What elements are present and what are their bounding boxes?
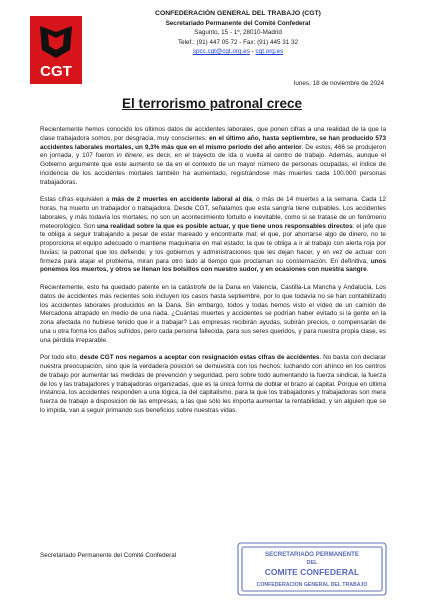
p1-text-c: . De estos, 466 se produjeron en jornada, y 107 fueron — [40, 143, 387, 160]
document-date: lunes, 18 de noviembre de 2024 — [294, 80, 384, 87]
p2-text-c: , o más de 14 muertes a la semana. Cada 12 horas, ha muerto un trabajador o trabajadora. Desde CGT, señalamos que esta sangría tiene culpables. Los accidentes laborales, y más todavía los mortales, no son un acontecimiento fortuito e inevitable, como si se tratase de un fenómeno meteorológico. Son — [40, 196, 387, 230]
paragraph-4 — [40, 354, 386, 415]
cgt-logo — [30, 16, 82, 84]
p2-bold-d: una realidad sobre la que es posible actuar, y que tiene unos responsables directos — [97, 222, 353, 230]
p1-text-a: Recientemente hemos conocido los últimos datos de accidentes laborales, que ponen cifras a una realidad de la que la clase trabajadora somos, por desgracia, muy conscientes: — [40, 126, 386, 142]
paragraph-3: Recientemente, esto ha quedado patente en la catástrofe de la Dana en Valencia, Castilla-La Mancha y Andalucía. Los datos de accidentes más recientes solo incluyen los casos hasta septiembre, por lo que todavía no se han contabilizado los accidentes laborales producidos en la Dana. Sin embargo, todos y todas hemos visto el vídeo de un camión de Mercadona atrapado en medio de una riada. ¿Cuántas muertes y accidentes se podrían haber evitado si la gente en la zona afectada no hubiese tenido que ir a trabajar? Las empresas recibirán ayudas, subirán precios, o compensarán de una u otra forma los daños sufridos, pero cada persona fallecida, para sus seres queridos, y para nuestra propia clase, es una pérdida irreparable. — [40, 284, 386, 344]
p4-bold-b: desde CGT nos negamos a aceptar con resignación estas cifras de accidentes — [79, 354, 320, 362]
document-body — [40, 126, 386, 425]
logo-text: CGT — [40, 63, 72, 80]
p2-bold-b: más de 2 muertes en accidente laboral al día — [111, 196, 252, 204]
org-name: CONFEDERACIÓN GENERAL DEL TRABAJO (CGT) — [155, 10, 321, 17]
p2-text-e: : el jefe que te obliga a seguir trabajando a pesar de estar mareado y encontrarte mal; el que, por ahorrarse algo de dinero, no te proporciona el equipo adecuado o mantiene maquinaria en mal estado; la que te obliga a ir al trabajo con alerta roja por lluvias; la patronal que los defiende; y los gobiernos y administraciones que les dejan hacer, y en vez de actuar con firmeza para atajar el problema, miran para otro lado al tiempo que proclaman su consternación. En definitiva, — [40, 222, 387, 265]
stamp-line-3: COMITE CONFEDERAL — [264, 567, 360, 577]
phone-fax: Telef.: (91) 447 05 72 - Fax: (91) 445 31 32 — [177, 38, 299, 46]
p1-text-e: , es decir, en el trayecto de ida o vuelta al centro de trabajo. Además, aunque el Gobierno argumente que este aumento se da en el contexto de un mayor número de personas ocupadas, el índice de incidencia de los accidentes mortales también ha aumentado, registrándose más muertes cada 100.000 personas trabajadoras. — [40, 152, 387, 186]
website-link[interactable]: cgt.org.es — [255, 48, 284, 56]
contact-links — [88, 47, 388, 57]
p4-text-a: Por todo ello, — [40, 354, 80, 362]
stamp-line-4: CONFEDERACION GENERAL DEL TRABAJO — [256, 582, 368, 588]
secretariat-name: Secretariado Permanente del Comité Confederal — [165, 19, 311, 27]
letterhead — [88, 9, 388, 57]
document-title: El terrorismo patronal crece — [121, 96, 303, 111]
stamp-line-1: SECRETARIADO PERMANENTE — [264, 551, 360, 558]
p1-italic-d: in itinere — [116, 152, 143, 160]
paragraph-1 — [40, 126, 386, 187]
address: Sagunto, 15 - 1º, 28010-Madrid — [194, 29, 282, 37]
stamp-line-2: DEL — [306, 560, 318, 566]
official-stamp — [236, 541, 388, 597]
p2-text-g: . — [366, 266, 369, 274]
email-link[interactable]: spcc.cgt@cgt.org.es — [192, 48, 250, 56]
link-separator: - — [249, 48, 256, 56]
p2-bold-f: unos ponemos los muertos, y otros se llenan los bolsillos con nuestro sudor, y en ocasiones con nuestra sangre — [40, 257, 386, 274]
p1-bold-b: en el último año, hasta septiembre, se han producido 573 accidentes laborales mortales, un 9,3% más que en el mismo periodo del año anterior — [40, 134, 386, 151]
paragraph-2 — [40, 196, 386, 275]
p2-text-a: Estas cifras equivalen a — [40, 196, 112, 204]
p4-text-c: . No basta con declarar nuestra preocupación, sino que la verdadera posición se demuestra con los hechos: luchando con ahínco en los centros de trabajo por aumentar las medidas de prevención y seguridad, pero sobre todo aumentando la fuerza sindical, la fuerza de los y las trabajadores y trabajadoras organizadas, que es la única forma de doblar el brazo al capital. Porque en última instancia, los accidentes responden a una lógica, la del capitalismo, para la que los trabajadores y trabajadoras son mera fuerza de trabajo a disposición de las empresas, a las que sólo les importa aumentar la rentabilidad, y sin alguien que se lo impida, van a seguir primando sus beneficios sobre nuestras vidas. — [40, 354, 386, 414]
signature-line: Secretariado Permanente del Comité Confederal — [40, 552, 177, 559]
